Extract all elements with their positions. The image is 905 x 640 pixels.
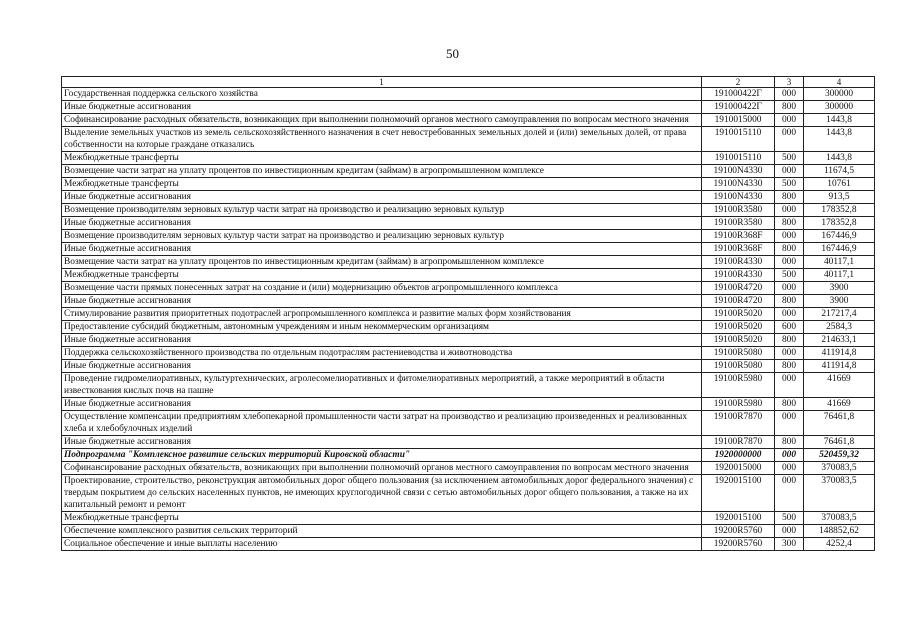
row-code: 1920015100 [702, 512, 775, 525]
table-row [62, 152, 875, 165]
row-amount: 10761 [804, 178, 875, 191]
row-code: 19100R7870 [702, 411, 775, 436]
row-name: Софинансирование расходных обязательств, возникающих при выполнении полномочий органов местного самоуправления по вопросам местного значения [62, 462, 702, 475]
page-number: 50 [446, 46, 459, 61]
row-code: 19100N4330 [702, 191, 775, 204]
row-amount: 214633,1 [804, 334, 875, 347]
row-name: Иные бюджетные ассигнования [62, 217, 702, 230]
table-row [62, 178, 875, 191]
row-type: 800 [775, 191, 804, 204]
table-header-row [62, 77, 875, 88]
row-code: 19100R5020 [702, 308, 775, 321]
budget-table-body [62, 77, 875, 551]
row-type: 500 [775, 178, 804, 191]
row-code: 19100R3580 [702, 204, 775, 217]
row-type: 500 [775, 512, 804, 525]
row-type: 000 [775, 230, 804, 243]
row-name: Иные бюджетные ассигнования [62, 360, 702, 373]
row-code: 19100R5020 [702, 321, 775, 334]
row-amount: 300000 [804, 88, 875, 101]
row-type: 800 [775, 436, 804, 449]
row-amount: 76461,8 [804, 436, 875, 449]
row-amount: 148852,62 [804, 525, 875, 538]
row-amount: 41669 [804, 373, 875, 398]
row-amount: 3900 [804, 295, 875, 308]
row-type: 800 [775, 243, 804, 256]
row-type: 000 [775, 347, 804, 360]
row-type: 000 [775, 525, 804, 538]
table-row [62, 191, 875, 204]
row-name: Возмещение производителям зерновых культур части затрат на производство и реализацию зерновых культур [62, 230, 702, 243]
row-type: 000 [775, 127, 804, 152]
row-name: Государственная поддержка сельского хозяйства [62, 88, 702, 101]
table-row [62, 411, 875, 436]
row-code: 19100N4330 [702, 165, 775, 178]
row-name: Возмещение части затрат на уплату процентов по инвестиционным кредитам (займам) в агропромышленном комплексе [62, 256, 702, 269]
row-code: 19100R5980 [702, 398, 775, 411]
table-row [62, 282, 875, 295]
row-code: 19100R3580 [702, 217, 775, 230]
row-amount: 370083,5 [804, 475, 875, 512]
row-code: 19100R4330 [702, 256, 775, 269]
row-amount: 167446,9 [804, 230, 875, 243]
row-amount: 2584,3 [804, 321, 875, 334]
row-code: 19200R5760 [702, 538, 775, 551]
row-code: 19200R5760 [702, 525, 775, 538]
row-type: 000 [775, 308, 804, 321]
row-amount: 1443,8 [804, 127, 875, 152]
row-code: 1910015110 [702, 152, 775, 165]
row-name: Межбюджетные трансферты [62, 512, 702, 525]
row-code: 1910015000 [702, 114, 775, 127]
row-code: 19100R368F [702, 243, 775, 256]
table-row [62, 538, 875, 551]
row-amount: 40117,1 [804, 256, 875, 269]
row-name: Иные бюджетные ассигнования [62, 101, 702, 114]
row-name: Предоставление субсидий бюджетным, автономным учреждениям и иным некоммерческим организациям [62, 321, 702, 334]
row-type: 600 [775, 321, 804, 334]
row-type: 000 [775, 373, 804, 398]
row-code: 19100N4330 [702, 178, 775, 191]
table-row [62, 360, 875, 373]
row-type: 000 [775, 475, 804, 512]
row-amount: 11674,5 [804, 165, 875, 178]
table-row [62, 347, 875, 360]
row-amount: 370083,5 [804, 462, 875, 475]
row-amount: 178352,8 [804, 217, 875, 230]
row-type: 000 [775, 449, 804, 462]
row-code: 19100R5080 [702, 347, 775, 360]
row-name: Стимулирование развития приоритетных подотраслей агропромышленного комплекса и развитие малых форм хозяйствования [62, 308, 702, 321]
table-row [62, 321, 875, 334]
row-name: Обеспечение комплексного развития сельских территорий [62, 525, 702, 538]
row-type: 800 [775, 295, 804, 308]
row-type: 000 [775, 165, 804, 178]
row-type: 800 [775, 334, 804, 347]
row-amount: 4252,4 [804, 538, 875, 551]
table-row [62, 449, 875, 462]
table-row [62, 127, 875, 152]
row-code: 1920015100 [702, 475, 775, 512]
row-name: Межбюджетные трансферты [62, 152, 702, 165]
row-type: 800 [775, 101, 804, 114]
row-name: Иные бюджетные ассигнования [62, 436, 702, 449]
row-amount: 300000 [804, 101, 875, 114]
row-code: 19100R5080 [702, 360, 775, 373]
row-amount: 3900 [804, 282, 875, 295]
table-row [62, 204, 875, 217]
row-code: 19100R7870 [702, 436, 775, 449]
row-code: 19100R4330 [702, 269, 775, 282]
header-col-4: 4 [804, 77, 875, 88]
row-type: 000 [775, 256, 804, 269]
row-type: 000 [775, 411, 804, 436]
row-amount: 40117,1 [804, 269, 875, 282]
table-row [62, 295, 875, 308]
row-type: 000 [775, 114, 804, 127]
row-amount: 520459,32 [804, 449, 875, 462]
row-code: 19100R4720 [702, 295, 775, 308]
row-code: 1910015110 [702, 127, 775, 152]
row-name: Межбюджетные трансферты [62, 269, 702, 282]
row-name: Социальное обеспечение и иные выплаты населению [62, 538, 702, 551]
row-type: 000 [775, 204, 804, 217]
row-amount: 41669 [804, 398, 875, 411]
table-row [62, 308, 875, 321]
row-type: 500 [775, 152, 804, 165]
row-name: Иные бюджетные ассигнования [62, 191, 702, 204]
row-amount: 411914,8 [804, 360, 875, 373]
table-row [62, 230, 875, 243]
table-row [62, 217, 875, 230]
row-code: 191000422Г [702, 88, 775, 101]
row-amount: 76461,8 [804, 411, 875, 436]
row-amount: 178352,8 [804, 204, 875, 217]
row-type: 000 [775, 462, 804, 475]
row-amount: 217217,4 [804, 308, 875, 321]
row-type: 800 [775, 360, 804, 373]
row-amount: 411914,8 [804, 347, 875, 360]
row-type: 000 [775, 88, 804, 101]
header-col-1: 1 [62, 77, 702, 88]
header-col-3: 3 [775, 77, 804, 88]
table-row [62, 512, 875, 525]
table-row [62, 475, 875, 512]
table-row [62, 243, 875, 256]
row-name: Иные бюджетные ассигнования [62, 295, 702, 308]
row-amount: 913,5 [804, 191, 875, 204]
row-name: Возмещение части затрат на уплату процентов по инвестиционным кредитам (займам) в агропромышленном комплексе [62, 165, 702, 178]
row-code: 19100R4720 [702, 282, 775, 295]
row-name: Межбюджетные трансферты [62, 178, 702, 191]
row-type: 300 [775, 538, 804, 551]
row-code: 19100R5980 [702, 373, 775, 398]
table-row [62, 101, 875, 114]
row-name: Проведение гидромелиоративных, культуртехнических, агролесомелиоративных и фитомелиоративных мероприятий, а также мероприятий в области известкования кислых почв на пашне [62, 373, 702, 398]
row-amount: 1443,8 [804, 114, 875, 127]
table-row [62, 525, 875, 538]
table-row [62, 398, 875, 411]
row-name: Осуществление компенсации предприятиям хлебопекарной промышленности части затрат на производство и реализацию произведенных и реализованных хлеба и хлебобулочных изделий [62, 411, 702, 436]
row-code: 191000422Г [702, 101, 775, 114]
table-row [62, 462, 875, 475]
row-type: 500 [775, 269, 804, 282]
row-amount: 167446,9 [804, 243, 875, 256]
row-code: 1920000000 [702, 449, 775, 462]
row-code: 1920015000 [702, 462, 775, 475]
row-name: Иные бюджетные ассигнования [62, 398, 702, 411]
row-amount: 370083,5 [804, 512, 875, 525]
row-type: 800 [775, 398, 804, 411]
row-type: 800 [775, 217, 804, 230]
row-amount: 1443,8 [804, 152, 875, 165]
row-name: Софинансирование расходных обязательств, возникающих при выполнении полномочий органов местного самоуправления по вопросам местного значения [62, 114, 702, 127]
table-row [62, 88, 875, 101]
row-name: Возмещение части прямых понесенных затрат на создание и (или) модернизацию объектов агропромышленного комплекса [62, 282, 702, 295]
row-code: 19100R5020 [702, 334, 775, 347]
row-type: 000 [775, 282, 804, 295]
table-row [62, 114, 875, 127]
table-row [62, 373, 875, 398]
row-code: 19100R368F [702, 230, 775, 243]
table-row [62, 165, 875, 178]
row-name: Проектирование, строительство, реконструкция автомобильных дорог общего пользования (за исключением автомобильных дорог федерального значения) с твердым покрытием до сельских населенных пунктов, не имеющих круглогодичной связи с сетью автомобильных дорог общего пользования, а также на их капитальный ремонт и ремонт [62, 475, 702, 512]
budget-table [61, 76, 875, 551]
table-row [62, 256, 875, 269]
row-name: Выделение земельных участков из земель сельскохозяйственного назначения в счет невостребованных земельных долей и (или) земельных долей, от права собственности на которые граждане отказались [62, 127, 702, 152]
row-name: Возмещение производителям зерновых культур части затрат на производство и реализацию зерновых культур [62, 204, 702, 217]
table-row [62, 334, 875, 347]
header-col-2: 2 [702, 77, 775, 88]
table-row [62, 436, 875, 449]
row-name: Иные бюджетные ассигнования [62, 334, 702, 347]
table-row [62, 269, 875, 282]
row-name: Поддержка сельскохозяйственного производства по отдельным подотраслям растениеводства и животноводства [62, 347, 702, 360]
row-name: Подпрограмма "Комплексное развитие сельских территорий Кировской области" [62, 449, 702, 462]
row-name: Иные бюджетные ассигнования [62, 243, 702, 256]
